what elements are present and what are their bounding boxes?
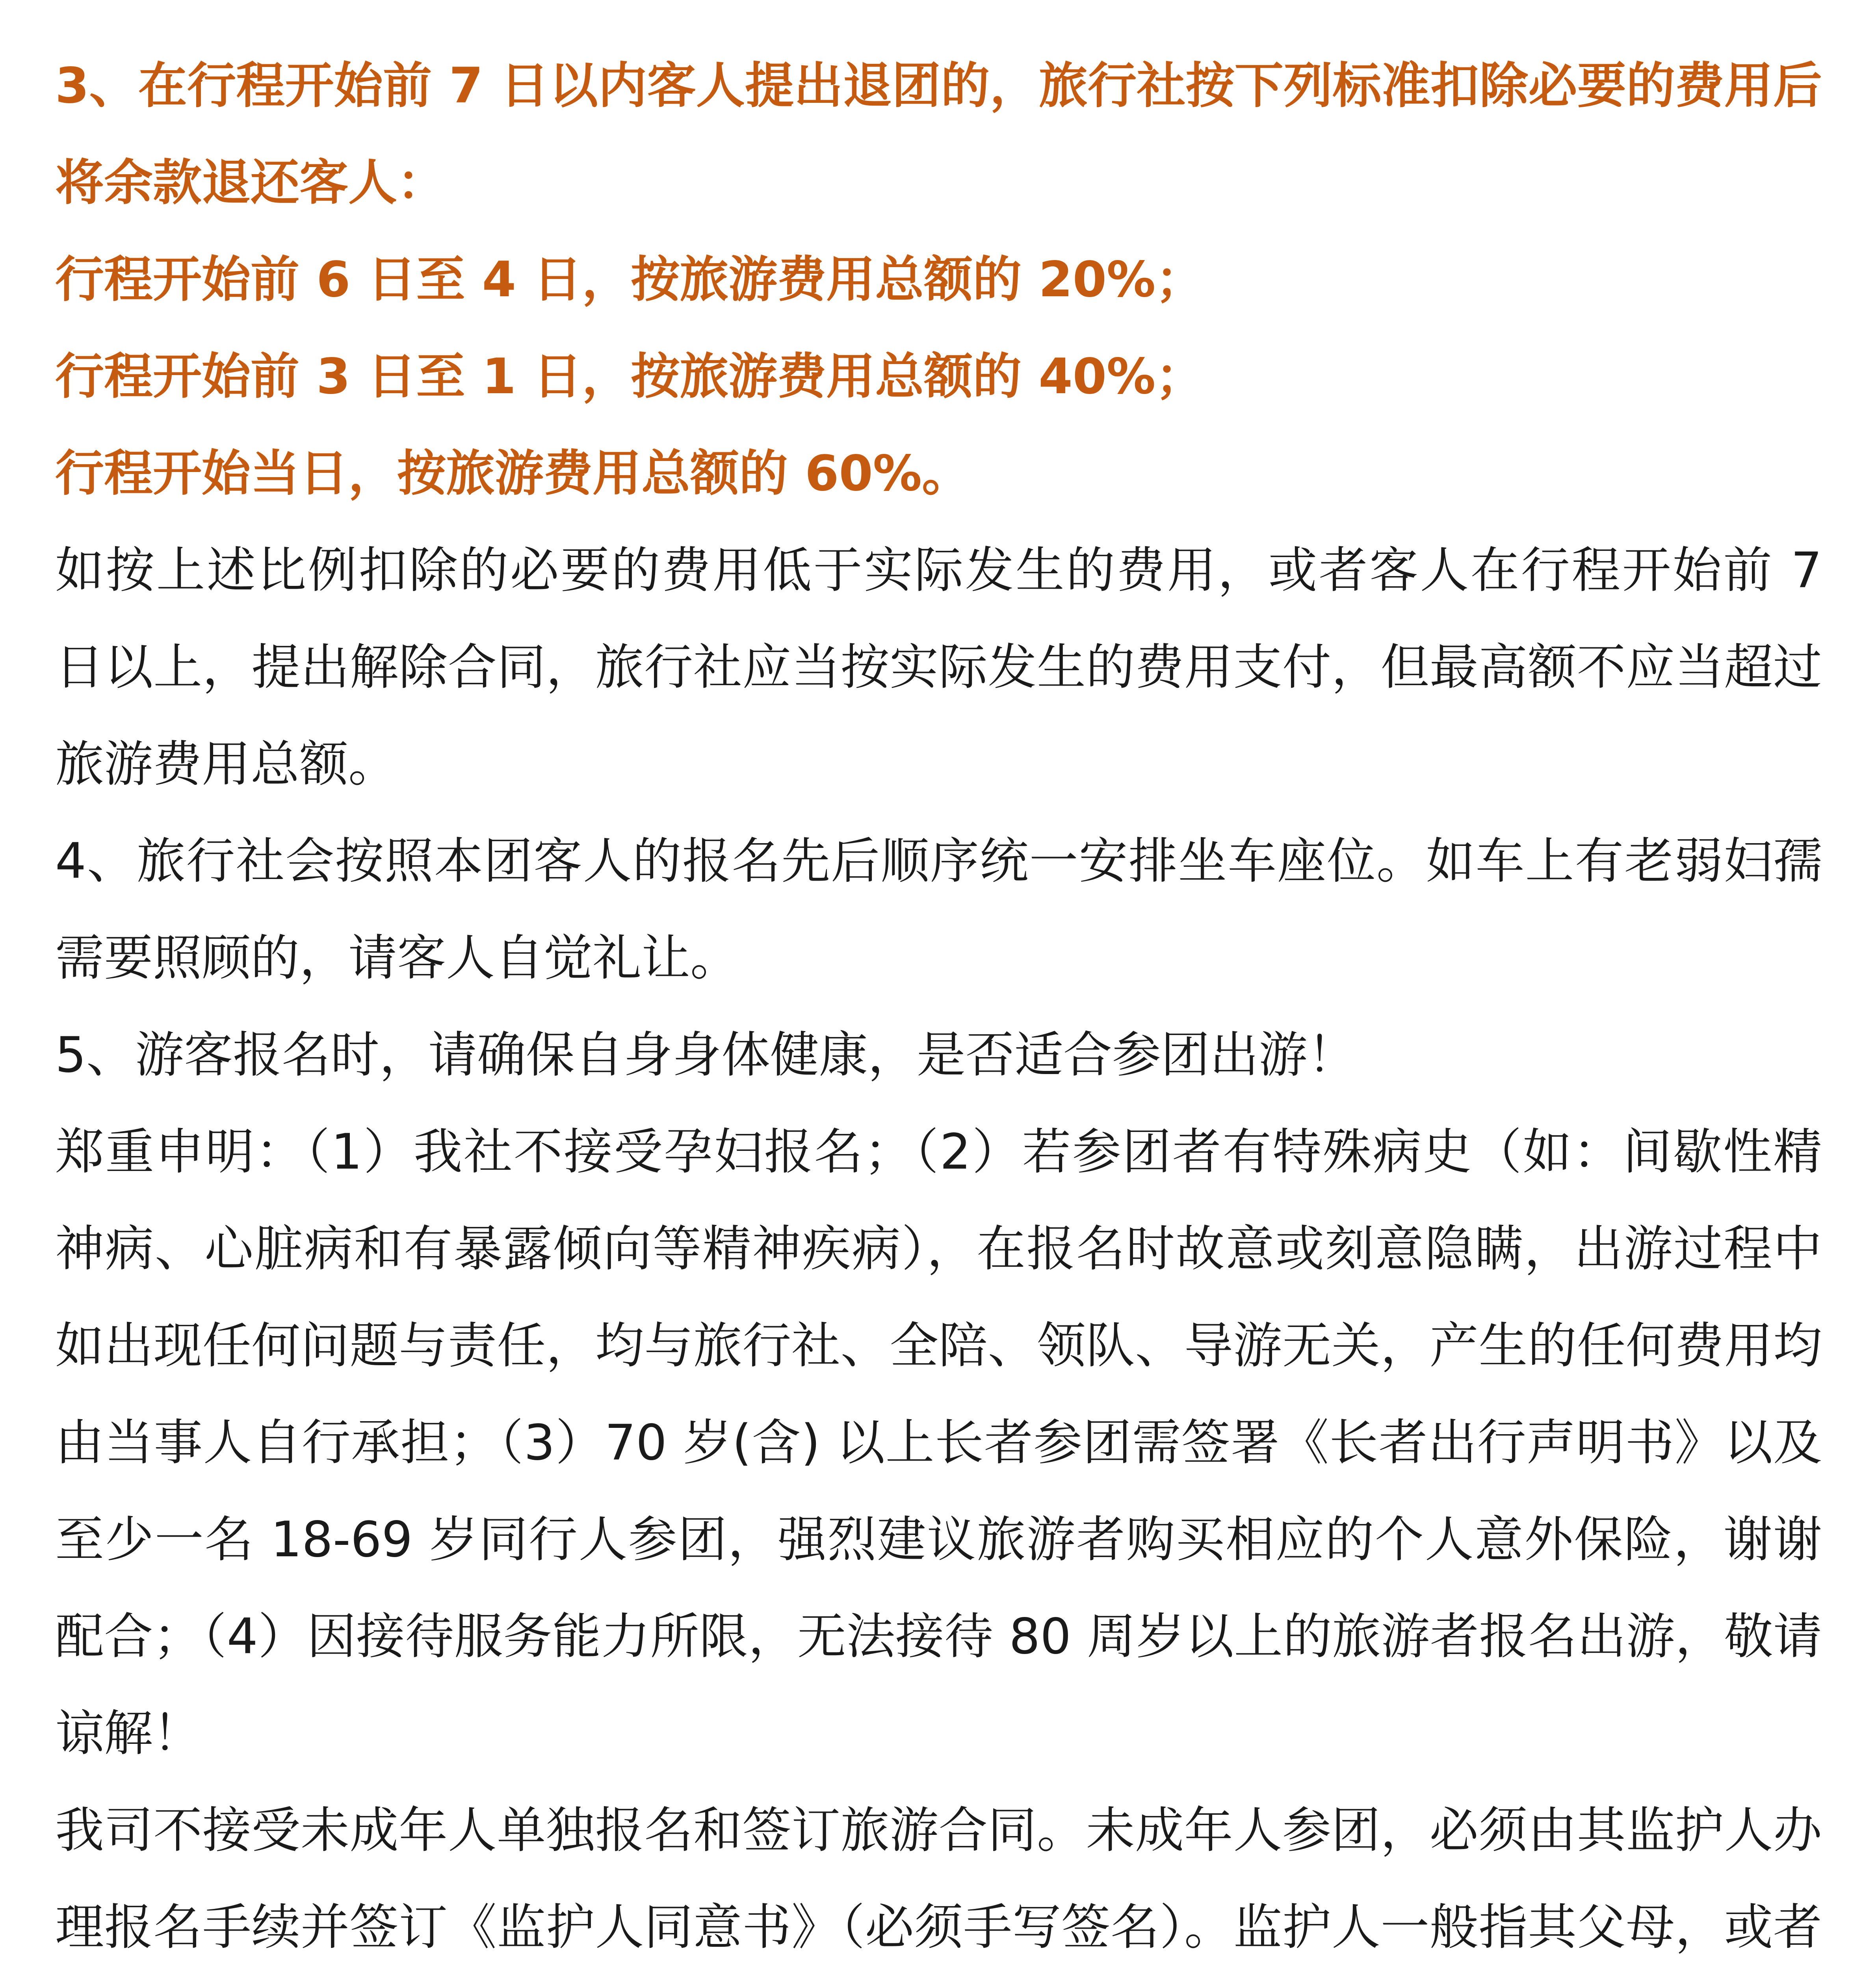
declaration-paragraph: 郑重申明：（1）我社不接受孕妇报名；（2）若参团者有特殊病史（如：间歇性精神病、心脏病和有暴露倾向等精神疾病），在报名时故意或刻意隐瞒，出游过程中如出现任何问题与责任，均与旅行社、全陪、领队、导游无关，产生的任何费用均由当事人自行承担；（3）70 岁(含) 以上长者参团需签署《长者出行声明书》以及至少一名 18-69 岁同行人参团，强烈建议旅游者购买相应的个人意外保险，谢谢配合；（4）因接待服务能力所限，无法接待 80 周岁以上的旅游者报名出游，敬请谅解！: [55, 1124, 1822, 1762]
refund-clause-heading: 3、在行程开始前 7 日以内客人提出退团的，旅行社按下列标准扣除必要的费用后将余款退还客人：: [55, 58, 1822, 211]
refund-rate-3-to-1-days: 行程开始前 3 日至 1 日，按旅游费用总额的 40%；: [55, 348, 1205, 405]
actual-cost-paragraph: 如按上述比例扣除的必要的费用低于实际发生的费用，或者客人在行程开始前 7 日以上，提出解除合同，旅行社应当按实际发生的费用支付，但最高额不应当超过旅游费用总额。: [55, 542, 1822, 793]
refund-rate-6-to-4-days: 行程开始前 6 日至 4 日，按旅游费用总额的 20%；: [55, 251, 1205, 308]
refund-rate-same-day: 行程开始当日，按旅游费用总额的 60%。: [55, 445, 971, 502]
document-body: [55, 37, 1822, 1970]
minor-guardian-paragraph: 我司不接受未成年人单独报名和签订旅游合同。未成年人参团，必须由其监护人办理报名手续并签订《监护人同意书》（必须手写签名）。监护人一般指其父母，或者: [55, 1802, 1822, 1956]
seating-clause: 4、旅行社会按照本团客人的报名先后顺序统一安排坐车座位。如车上有老弱妇孺需要照顾的，请客人自觉礼让。: [55, 833, 1822, 987]
health-clause: 5、游客报名时，请确保自身身体健康，是否适合参团出游！: [55, 1027, 1356, 1084]
